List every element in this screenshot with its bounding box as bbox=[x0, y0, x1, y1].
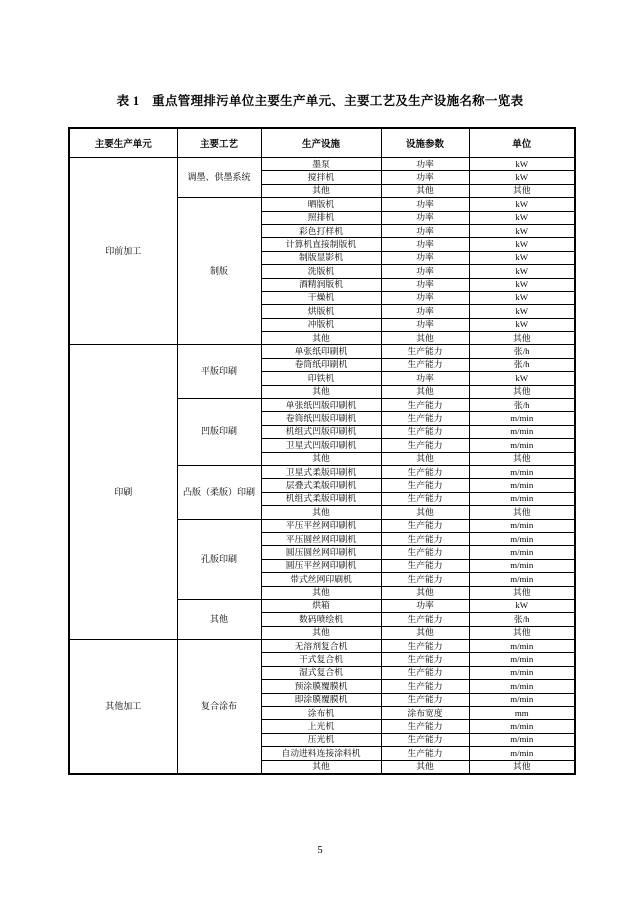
facility-cell: 其他 bbox=[261, 385, 381, 398]
unit-of-measure-cell: kW bbox=[469, 305, 575, 318]
parameter-cell: 生产能力 bbox=[381, 425, 469, 438]
table-header-row bbox=[69, 128, 575, 158]
facility-cell: 晒版机 bbox=[261, 198, 381, 211]
facility-cell: 卫星式凹版印刷机 bbox=[261, 439, 381, 452]
facility-cell: 其他 bbox=[261, 760, 381, 774]
unit-of-measure-cell: m/min bbox=[469, 653, 575, 666]
unit-of-measure-cell: 其他 bbox=[469, 332, 575, 345]
unit-of-measure-cell: m/min bbox=[469, 666, 575, 679]
production-facilities-table bbox=[68, 127, 576, 775]
production-unit-cell: 其他加工 bbox=[69, 640, 177, 774]
facility-cell: 照排机 bbox=[261, 211, 381, 224]
table-body bbox=[69, 158, 575, 774]
unit-of-measure-cell: 其他 bbox=[469, 452, 575, 465]
unit-of-measure-cell: m/min bbox=[469, 559, 575, 572]
production-unit-cell: 印前加工 bbox=[69, 158, 177, 345]
facility-cell: 洗版机 bbox=[261, 265, 381, 278]
parameter-cell: 生产能力 bbox=[381, 666, 469, 679]
unit-of-measure-cell: kW bbox=[469, 372, 575, 385]
facility-cell: 搅拌机 bbox=[261, 171, 381, 184]
parameter-cell: 生产能力 bbox=[381, 546, 469, 559]
unit-of-measure-cell: m/min bbox=[469, 573, 575, 586]
unit-of-measure-cell: 其他 bbox=[469, 184, 575, 197]
parameter-cell: 其他 bbox=[381, 332, 469, 345]
facility-cell: 压光机 bbox=[261, 733, 381, 746]
facility-cell: 彩色打样机 bbox=[261, 224, 381, 237]
facility-cell: 计算机直接制版机 bbox=[261, 238, 381, 251]
main-process-cell: 制版 bbox=[177, 198, 261, 345]
parameter-cell: 功率 bbox=[381, 224, 469, 237]
parameter-cell: 其他 bbox=[381, 385, 469, 398]
facility-cell: 烘箱 bbox=[261, 599, 381, 612]
unit-of-measure-cell: 其他 bbox=[469, 586, 575, 599]
parameter-cell: 其他 bbox=[381, 626, 469, 639]
parameter-cell: 生产能力 bbox=[381, 439, 469, 452]
main-process-cell: 孔版印刷 bbox=[177, 519, 261, 599]
parameter-cell: 功率 bbox=[381, 198, 469, 211]
parameter-cell: 功率 bbox=[381, 171, 469, 184]
facility-cell: 冲版机 bbox=[261, 318, 381, 331]
unit-of-measure-cell: 其他 bbox=[469, 760, 575, 774]
facility-cell: 其他 bbox=[261, 452, 381, 465]
facility-cell: 其他 bbox=[261, 506, 381, 519]
unit-of-measure-cell: kW bbox=[469, 158, 575, 171]
main-process-cell: 调墨、供墨系统 bbox=[177, 158, 261, 198]
unit-of-measure-cell: 张/h bbox=[469, 345, 575, 358]
main-process-cell: 平版印刷 bbox=[177, 345, 261, 399]
facility-cell: 预涂膜覆膜机 bbox=[261, 680, 381, 693]
facility-cell: 无溶剂复合机 bbox=[261, 640, 381, 653]
parameter-cell: 生产能力 bbox=[381, 399, 469, 412]
parameter-cell: 生产能力 bbox=[381, 345, 469, 358]
unit-of-measure-cell: m/min bbox=[469, 492, 575, 505]
unit-of-measure-cell: kW bbox=[469, 291, 575, 304]
unit-of-measure-cell: m/min bbox=[469, 479, 575, 492]
facility-cell: 其他 bbox=[261, 332, 381, 345]
facility-cell: 单张纸凹版印刷机 bbox=[261, 399, 381, 412]
parameter-cell: 涂布宽度 bbox=[381, 707, 469, 720]
facility-cell: 单张纸印刷机 bbox=[261, 345, 381, 358]
facility-cell: 湿式复合机 bbox=[261, 666, 381, 679]
facility-cell: 干式复合机 bbox=[261, 653, 381, 666]
parameter-cell: 功率 bbox=[381, 251, 469, 264]
unit-of-measure-cell: m/min bbox=[469, 640, 575, 653]
parameter-cell: 其他 bbox=[381, 184, 469, 197]
unit-of-measure-cell: kW bbox=[469, 265, 575, 278]
facility-cell: 圆压平丝网印刷机 bbox=[261, 559, 381, 572]
parameter-cell: 生产能力 bbox=[381, 479, 469, 492]
facility-cell: 带式丝网印刷机 bbox=[261, 573, 381, 586]
parameter-cell: 功率 bbox=[381, 265, 469, 278]
parameter-cell: 功率 bbox=[381, 291, 469, 304]
parameter-cell: 生产能力 bbox=[381, 747, 469, 760]
facility-cell: 平压圆丝网印刷机 bbox=[261, 532, 381, 545]
column-header-unit: 单位 bbox=[469, 128, 575, 158]
main-process-cell: 复合涂布 bbox=[177, 640, 261, 774]
unit-of-measure-cell: kW bbox=[469, 211, 575, 224]
table-row bbox=[69, 158, 575, 171]
main-process-cell: 其他 bbox=[177, 599, 261, 639]
unit-of-measure-cell: m/min bbox=[469, 720, 575, 733]
facility-cell: 平压平丝网印刷机 bbox=[261, 519, 381, 532]
facility-cell: 上光机 bbox=[261, 720, 381, 733]
column-header-production-facility: 生产设施 bbox=[261, 128, 381, 158]
page-number: 5 bbox=[317, 845, 323, 856]
parameter-cell: 生产能力 bbox=[381, 532, 469, 545]
parameter-cell: 生产能力 bbox=[381, 559, 469, 572]
unit-of-measure-cell: m/min bbox=[469, 680, 575, 693]
facility-cell: 数码喷绘机 bbox=[261, 613, 381, 626]
facility-cell: 机组式凹版印刷机 bbox=[261, 425, 381, 438]
parameter-cell: 生产能力 bbox=[381, 573, 469, 586]
parameter-cell: 功率 bbox=[381, 158, 469, 171]
facility-cell: 其他 bbox=[261, 586, 381, 599]
unit-of-measure-cell: kW bbox=[469, 251, 575, 264]
facility-cell: 制版显影机 bbox=[261, 251, 381, 264]
unit-of-measure-cell: m/min bbox=[469, 532, 575, 545]
unit-of-measure-cell: m/min bbox=[469, 465, 575, 478]
table-row bbox=[69, 640, 575, 653]
parameter-cell: 生产能力 bbox=[381, 519, 469, 532]
page-title: 表 1 重点管理排污单位主要生产单元、主要工艺及生产设施名称一览表 bbox=[116, 94, 524, 108]
parameter-cell: 功率 bbox=[381, 599, 469, 612]
parameter-cell: 生产能力 bbox=[381, 613, 469, 626]
unit-of-measure-cell: 张/h bbox=[469, 399, 575, 412]
unit-of-measure-cell: kW bbox=[469, 198, 575, 211]
parameter-cell: 功率 bbox=[381, 238, 469, 251]
unit-of-measure-cell: m/min bbox=[469, 412, 575, 425]
parameter-cell: 功率 bbox=[381, 318, 469, 331]
parameter-cell: 其他 bbox=[381, 452, 469, 465]
parameter-cell: 功率 bbox=[381, 211, 469, 224]
parameter-cell: 生产能力 bbox=[381, 720, 469, 733]
unit-of-measure-cell: m/min bbox=[469, 546, 575, 559]
facility-cell: 层叠式柔版印刷机 bbox=[261, 479, 381, 492]
facility-cell: 干燥机 bbox=[261, 291, 381, 304]
parameter-cell: 功率 bbox=[381, 278, 469, 291]
facility-cell: 自动进料连接涂料机 bbox=[261, 747, 381, 760]
parameter-cell: 其他 bbox=[381, 506, 469, 519]
column-header-production-unit: 主要生产单元 bbox=[69, 128, 177, 158]
parameter-cell: 功率 bbox=[381, 372, 469, 385]
unit-of-measure-cell: kW bbox=[469, 278, 575, 291]
facility-cell: 卫星式柔版印刷机 bbox=[261, 465, 381, 478]
parameter-cell: 生产能力 bbox=[381, 465, 469, 478]
unit-of-measure-cell: m/min bbox=[469, 733, 575, 746]
unit-of-measure-cell: 其他 bbox=[469, 626, 575, 639]
facility-cell: 卷筒纸凹版印刷机 bbox=[261, 412, 381, 425]
column-header-main-process: 主要工艺 bbox=[177, 128, 261, 158]
parameter-cell: 生产能力 bbox=[381, 733, 469, 746]
unit-of-measure-cell: kW bbox=[469, 599, 575, 612]
facility-cell: 卷筒纸印刷机 bbox=[261, 358, 381, 371]
facility-cell: 即涂膜覆膜机 bbox=[261, 693, 381, 706]
table-row bbox=[69, 345, 575, 358]
unit-of-measure-cell: 张/h bbox=[469, 613, 575, 626]
parameter-cell: 生产能力 bbox=[381, 492, 469, 505]
unit-of-measure-cell: m/min bbox=[469, 693, 575, 706]
parameter-cell: 其他 bbox=[381, 760, 469, 774]
production-unit-cell: 印刷 bbox=[69, 345, 177, 640]
unit-of-measure-cell: kW bbox=[469, 318, 575, 331]
unit-of-measure-cell: m/min bbox=[469, 519, 575, 532]
main-process-cell: 凸版（柔版）印刷 bbox=[177, 465, 261, 519]
unit-of-measure-cell: m/min bbox=[469, 439, 575, 452]
unit-of-measure-cell: 张/h bbox=[469, 358, 575, 371]
facility-cell: 墨泵 bbox=[261, 158, 381, 171]
facility-cell: 机组式柔版印刷机 bbox=[261, 492, 381, 505]
unit-of-measure-cell: 其他 bbox=[469, 385, 575, 398]
unit-of-measure-cell: m/min bbox=[469, 425, 575, 438]
unit-of-measure-cell: kW bbox=[469, 238, 575, 251]
facility-cell: 酒精润版机 bbox=[261, 278, 381, 291]
unit-of-measure-cell: kW bbox=[469, 171, 575, 184]
facility-cell: 涂布机 bbox=[261, 707, 381, 720]
facility-cell: 圆压圆丝网印刷机 bbox=[261, 546, 381, 559]
column-header-facility-parameter: 设施参数 bbox=[381, 128, 469, 158]
parameter-cell: 生产能力 bbox=[381, 693, 469, 706]
facility-cell: 烘版机 bbox=[261, 305, 381, 318]
parameter-cell: 其他 bbox=[381, 586, 469, 599]
unit-of-measure-cell: 其他 bbox=[469, 506, 575, 519]
unit-of-measure-cell: mm bbox=[469, 707, 575, 720]
parameter-cell: 生产能力 bbox=[381, 412, 469, 425]
unit-of-measure-cell: kW bbox=[469, 224, 575, 237]
parameter-cell: 生产能力 bbox=[381, 653, 469, 666]
unit-of-measure-cell: m/min bbox=[469, 747, 575, 760]
facility-cell: 印铁机 bbox=[261, 372, 381, 385]
facility-cell: 其他 bbox=[261, 184, 381, 197]
facility-cell: 其他 bbox=[261, 626, 381, 639]
main-process-cell: 凹版印刷 bbox=[177, 399, 261, 466]
parameter-cell: 生产能力 bbox=[381, 358, 469, 371]
parameter-cell: 生产能力 bbox=[381, 680, 469, 693]
parameter-cell: 生产能力 bbox=[381, 640, 469, 653]
parameter-cell: 功率 bbox=[381, 305, 469, 318]
